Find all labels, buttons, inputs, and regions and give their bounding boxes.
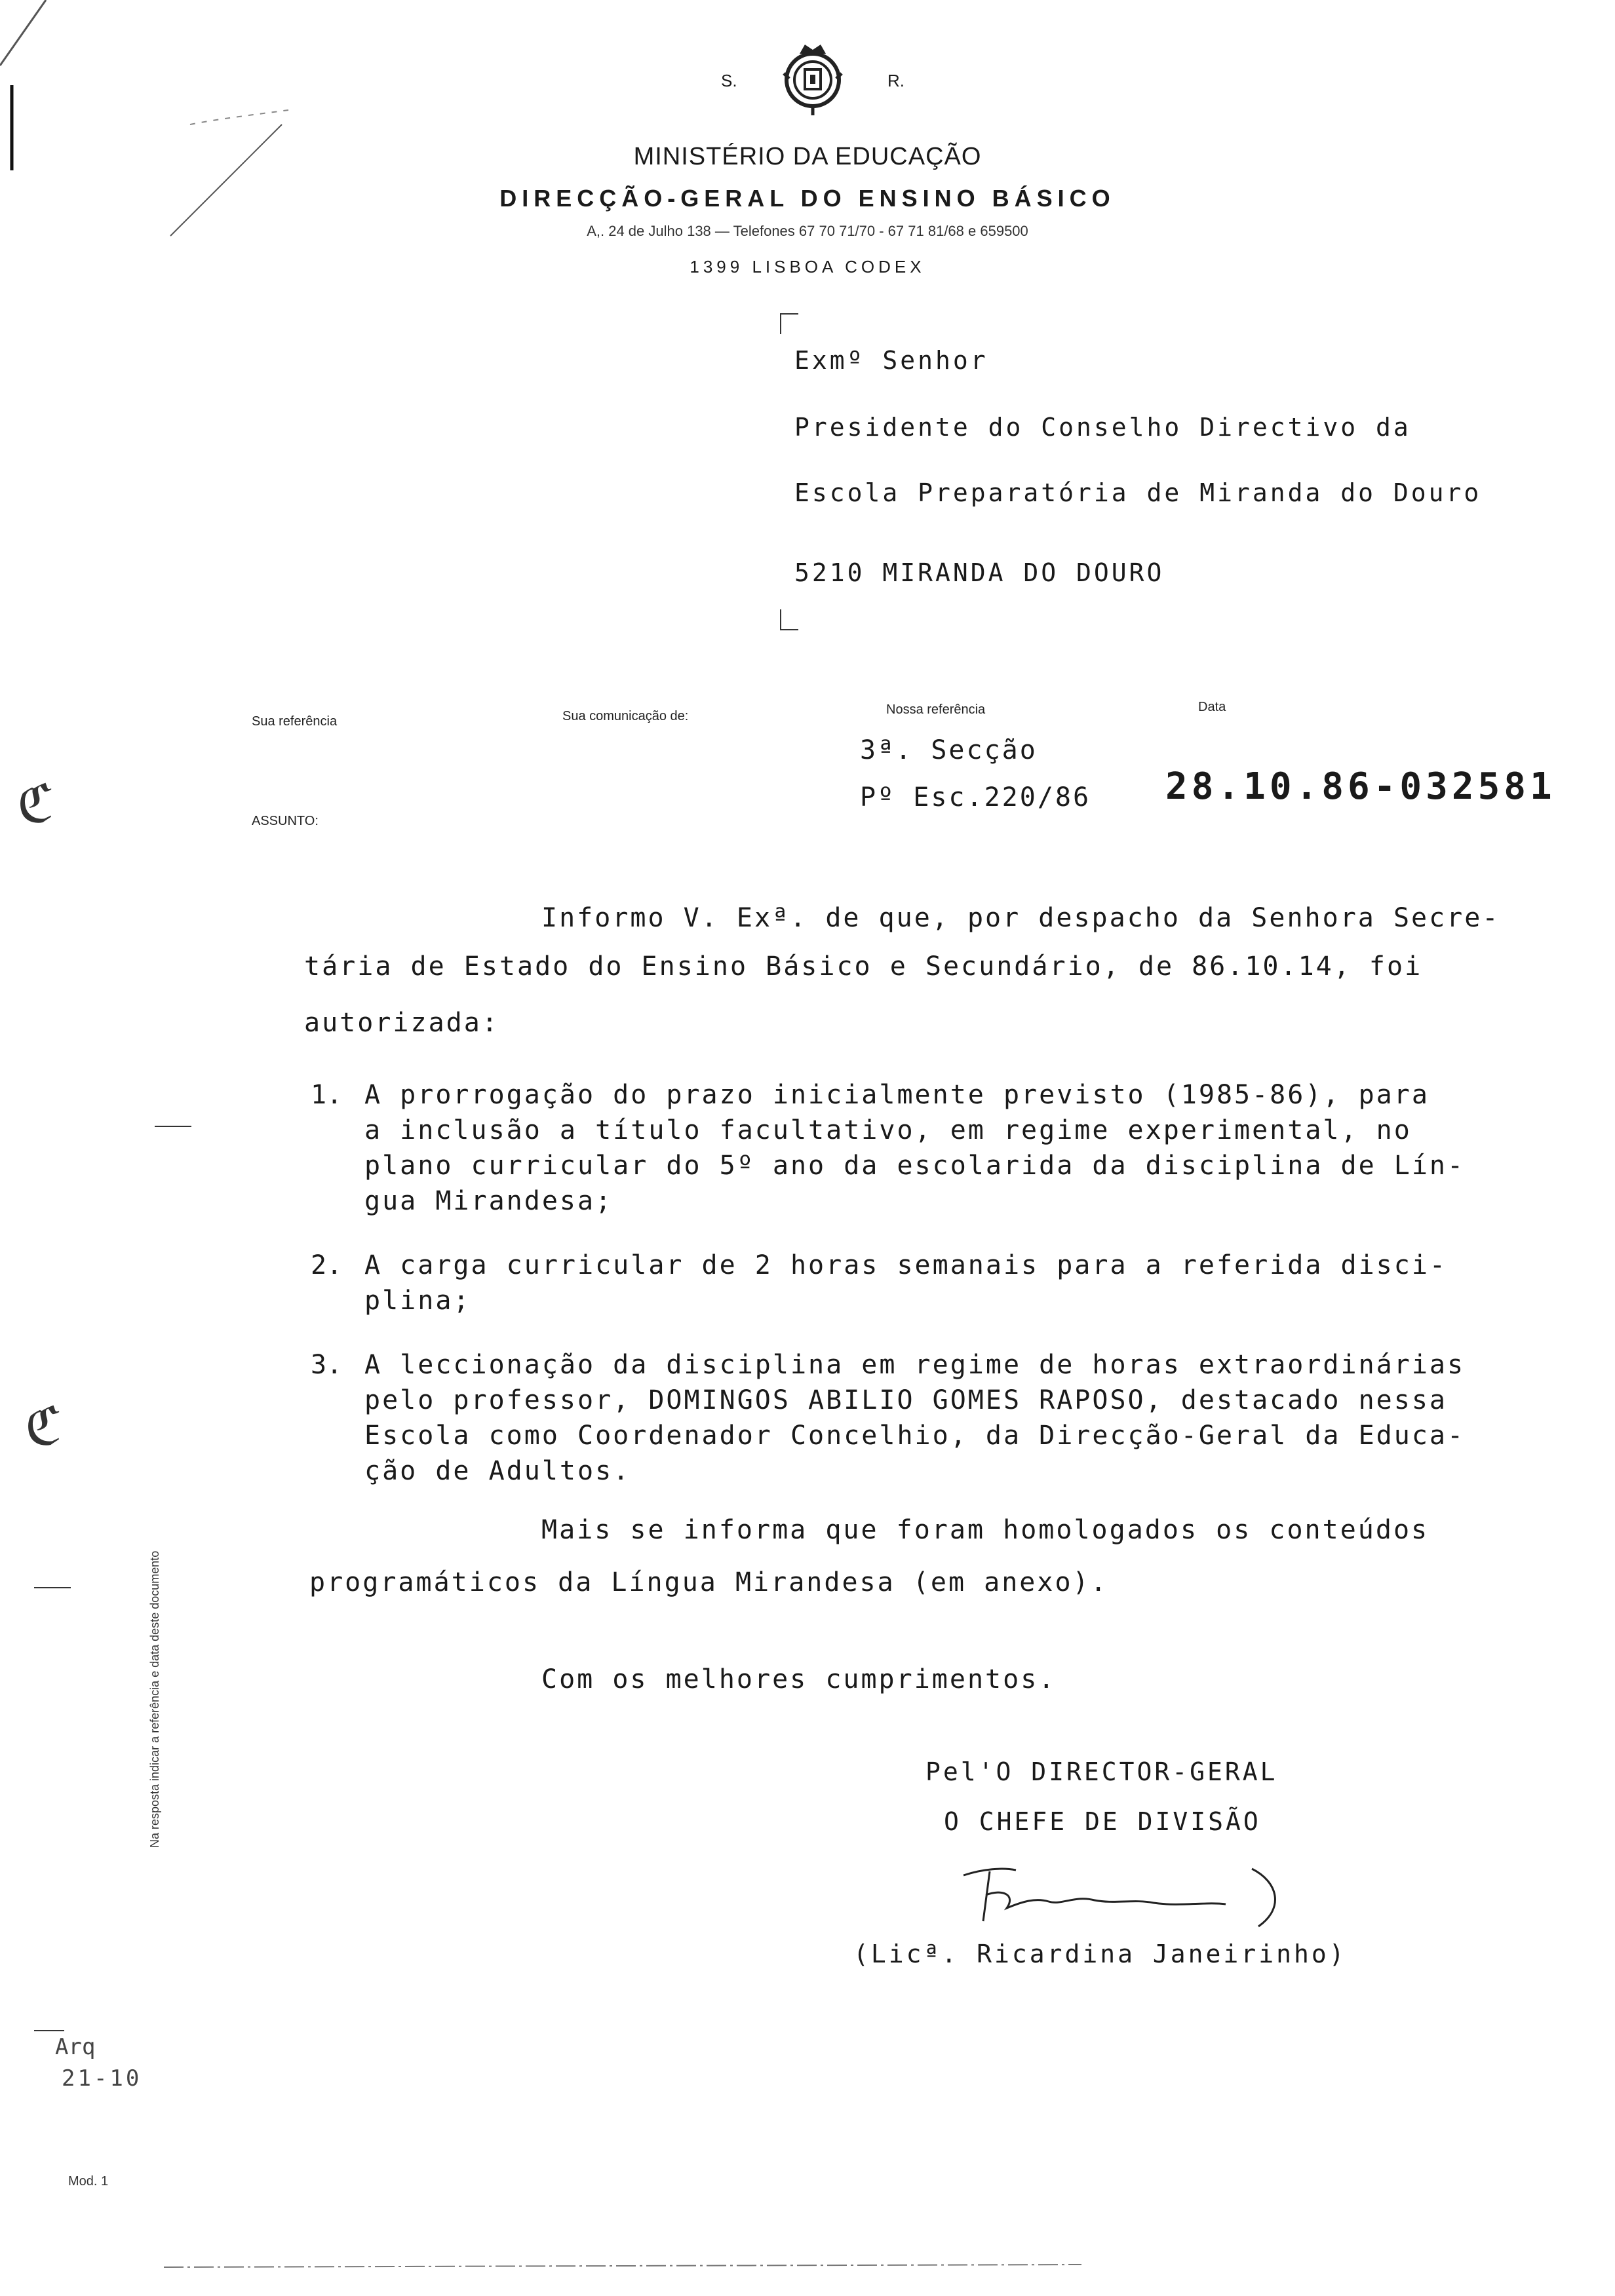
- pencil-mark-icon: [0, 0, 315, 249]
- address-window-corner-bottom: [780, 609, 798, 630]
- signature-line-2: O CHEFE DE DIVISÃO: [944, 1807, 1261, 1836]
- label-assunto: ASSUNTO:: [252, 814, 319, 828]
- label-sua-comunicacao: Sua comunicação de:: [562, 709, 689, 723]
- item-3-number: 3.: [311, 1350, 343, 1380]
- intro-line-1: Informo V. Exª. de que, por despacho da Senhora Secre-: [541, 903, 1500, 933]
- form-model-number: Mod. 1: [68, 2174, 109, 2189]
- margin-fold-mark: [34, 1587, 71, 1588]
- letterhead-seal: [721, 39, 905, 124]
- item-2-line-2: plina;: [364, 1286, 471, 1316]
- recipient-school: Escola Preparatória de Miranda do Douro: [794, 478, 1482, 507]
- item-1-line-3: plano curricular do 5º ano da escolarida da disciplina de Lín-: [364, 1151, 1466, 1181]
- signatory-name: (Licª. Ricardina Janeirinho): [853, 1940, 1347, 1968]
- recipient-salutation: Exmº Senhor: [794, 346, 988, 375]
- item-1-line-1: A prorrogação do prazo inicialmente previsto (1985-86), para: [364, 1080, 1430, 1110]
- handwritten-signature-icon: [944, 1856, 1298, 1934]
- margin-fold-mark: [155, 1126, 191, 1127]
- city-line: 1399 LISBOA CODEX: [690, 257, 925, 277]
- archive-number: 21-10: [62, 2065, 142, 2092]
- more-info-line-2: programáticos da Língua Mirandesa (em anexo).: [309, 1567, 1108, 1598]
- recipient-title: Presidente do Conselho Directivo da: [794, 413, 1411, 442]
- label-data: Data: [1198, 700, 1226, 714]
- item-1-number: 1.: [311, 1080, 343, 1110]
- ministry-name: MINISTÉRIO DA EDUCAÇÃO: [633, 143, 982, 170]
- item-3-line-1: A leccionação da disciplina em regime de horas extraordinárias: [364, 1350, 1466, 1380]
- recipient-postal: 5210 MIRANDA DO DOURO: [794, 558, 1165, 587]
- punch-hole-icon: ℭ: [25, 1396, 62, 1457]
- directorate-name: DIRECÇÃO-GERAL DO ENSINO BÁSICO: [499, 185, 1116, 212]
- more-info-line-1: Mais se informa que foram homologados os conteúdos: [541, 1515, 1430, 1545]
- seal-left-letter: S.: [721, 71, 737, 90]
- margin-fold-mark: [34, 2030, 64, 2031]
- item-3-line-3: Escola como Coordenador Concelhio, da Direcção-Geral da Educa-: [364, 1421, 1466, 1451]
- reference-section: 3ª. Secção: [860, 735, 1038, 765]
- seal-right-letter: R.: [887, 71, 905, 90]
- coat-of-arms-icon: [780, 39, 846, 118]
- address-window-corner-top: [780, 313, 798, 334]
- item-1-line-2: a inclusão a título facultativo, em regime experimental, no: [364, 1115, 1412, 1145]
- reference-process: Pº Esc.220/86: [860, 782, 1091, 813]
- item-3-line-2: pelo professor, DOMINGOS ABILIO GOMES RAPOSO, destacado nessa: [364, 1385, 1448, 1415]
- signature-line-1: Pel'O DIRECTOR-GERAL: [925, 1757, 1278, 1786]
- intro-line-2: tária de Estado do Ensino Básico e Secundário, de 86.10.14, foi: [304, 951, 1423, 982]
- intro-line-3: autorizada:: [304, 1008, 499, 1038]
- label-nossa-referencia: Nossa referência: [886, 702, 986, 717]
- bottom-scan-line: [164, 2254, 1213, 2280]
- side-margin-note: Na resposta indicar a referência e data deste documento: [148, 1550, 161, 1848]
- address-line: A,. 24 de Julho 138 — Telefones 67 70 71/70 - 67 71 81/68 e 659500: [587, 223, 1028, 239]
- punch-hole-icon: ℭ: [17, 773, 54, 834]
- item-3-line-4: ção de Adultos.: [364, 1456, 631, 1486]
- item-1-line-4: gua Mirandesa;: [364, 1186, 613, 1216]
- label-sua-referencia: Sua referência: [252, 714, 338, 729]
- archive-mark: Arq: [55, 2034, 96, 2060]
- closing-line: Com os melhores cumprimentos.: [541, 1664, 1057, 1694]
- date-stamp: 28.10.86-032581: [1165, 765, 1556, 808]
- item-2-number: 2.: [311, 1250, 343, 1280]
- item-2-line-1: A carga curricular de 2 horas semanais para a referida disci-: [364, 1250, 1448, 1280]
